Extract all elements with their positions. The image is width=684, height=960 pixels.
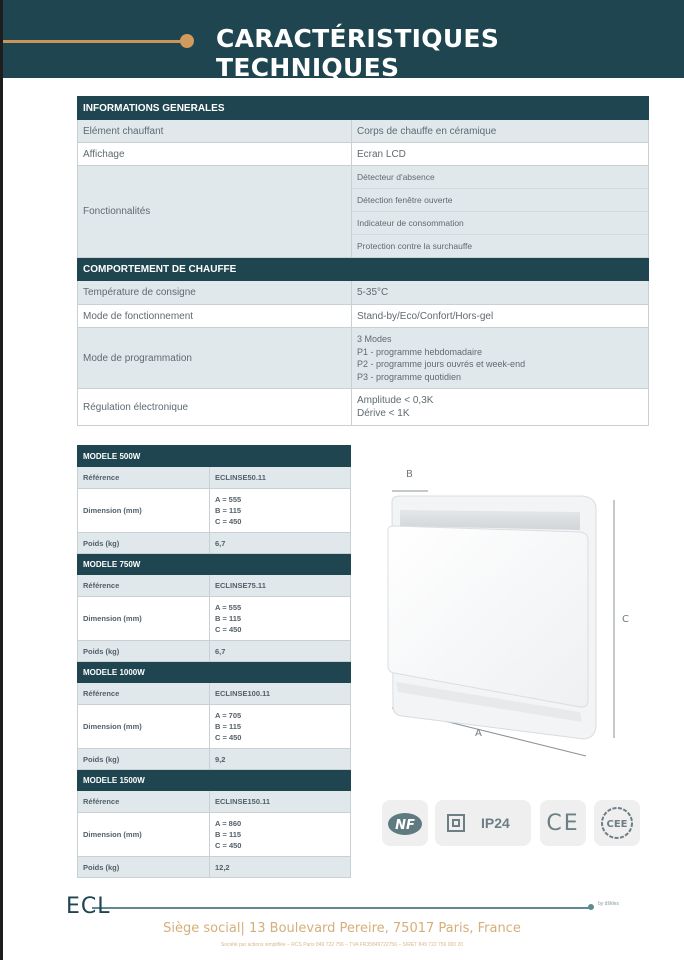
model-title: MODELE 1000W bbox=[78, 662, 351, 683]
legal-mentions: Société par actions simplifiée – RCS Paris 849 722 756 – TVA FR35849722756 – SIRET 849 722 756 000 20 bbox=[220, 942, 464, 948]
row-label: Dimension (mm) bbox=[78, 489, 210, 533]
row-label: Poids (kg) bbox=[78, 749, 210, 770]
table-row bbox=[78, 305, 649, 328]
programming-line: 3 Modes bbox=[357, 334, 392, 344]
features-list bbox=[352, 166, 649, 258]
dimension-b: B = 115 bbox=[215, 614, 242, 623]
section-title: INFORMATIONS GENERALES bbox=[78, 97, 649, 120]
table-row bbox=[78, 143, 649, 166]
model-row-dimension bbox=[78, 489, 351, 533]
regulation-values bbox=[352, 389, 649, 426]
model-row-dimension bbox=[78, 813, 351, 857]
row-label: Elément chauffant bbox=[78, 120, 352, 143]
model-reference: ECLINSE50.11 bbox=[210, 467, 351, 489]
model-weight: 6,7 bbox=[210, 533, 351, 554]
dimension-a: A = 555 bbox=[215, 603, 242, 612]
row-value: Ecran LCD bbox=[352, 143, 649, 166]
model-row-weight bbox=[78, 533, 351, 554]
models-table bbox=[77, 445, 351, 878]
model-dimensions bbox=[210, 813, 351, 857]
model-row-weight bbox=[78, 641, 351, 662]
double-insulation-icon bbox=[447, 814, 465, 832]
section-title: COMPORTEMENT DE CHAUFFE bbox=[78, 258, 649, 281]
table-row bbox=[78, 281, 649, 305]
dimension-a: A = 705 bbox=[215, 711, 242, 720]
feature-item: Protection contre la surchauffe bbox=[357, 241, 473, 251]
model-row-weight bbox=[78, 749, 351, 770]
feature-item: Détecteur d'absence bbox=[352, 166, 648, 189]
programming-line: P3 - programme quotidien bbox=[357, 371, 462, 382]
page-title: CARACTÉRISTIQUES TECHNIQUES bbox=[216, 24, 500, 82]
model-reference: ECLINSE100.11 bbox=[210, 683, 351, 705]
ce-certification-badge bbox=[540, 800, 586, 846]
page-edge bbox=[0, 0, 3, 960]
section-header-heating bbox=[78, 258, 649, 281]
dimension-a: A = 860 bbox=[215, 819, 242, 828]
row-label: Fonctionnalités bbox=[78, 166, 352, 258]
table-row bbox=[78, 120, 649, 143]
dimension-label-a: A bbox=[475, 728, 482, 739]
cee-seal-icon bbox=[599, 805, 635, 841]
programming-line: P1 - programme hebdomadaire bbox=[357, 346, 483, 357]
row-label: Référence bbox=[78, 575, 210, 597]
model-weight: 12,2 bbox=[210, 857, 351, 878]
dimension-c: C = 450 bbox=[215, 841, 242, 850]
row-label: Mode de programmation bbox=[78, 328, 352, 389]
dimension-a: A = 555 bbox=[215, 495, 242, 504]
row-label: Mode de fonctionnement bbox=[78, 305, 352, 328]
row-label: Référence bbox=[78, 467, 210, 489]
model-title: MODELE 500W bbox=[78, 446, 351, 467]
table-row-programming bbox=[78, 328, 649, 389]
dimension-b: B = 115 bbox=[215, 506, 242, 515]
dimension-c: C = 450 bbox=[215, 517, 242, 526]
model-row-dimension bbox=[78, 705, 351, 749]
model-row-reference bbox=[78, 791, 351, 813]
header-accent-line bbox=[0, 40, 186, 43]
dimension-c: C = 450 bbox=[215, 733, 242, 742]
ip24-class2-badge bbox=[435, 800, 531, 846]
ce-mark-icon: CE bbox=[546, 810, 580, 836]
programming-list bbox=[352, 328, 649, 389]
model-reference: ECLINSE150.11 bbox=[210, 791, 351, 813]
model-dimensions bbox=[210, 705, 351, 749]
nf-certification-badge bbox=[382, 800, 428, 846]
row-label: Dimension (mm) bbox=[78, 705, 210, 749]
row-label: Dimension (mm) bbox=[78, 813, 210, 857]
dimension-label-c: C bbox=[622, 614, 629, 625]
model-header bbox=[78, 554, 351, 575]
row-label: Référence bbox=[78, 791, 210, 813]
model-weight: 6,7 bbox=[210, 641, 351, 662]
dimension-c: C = 450 bbox=[215, 625, 242, 634]
model-row-reference bbox=[78, 575, 351, 597]
row-label: Poids (kg) bbox=[78, 641, 210, 662]
model-header bbox=[78, 446, 351, 467]
head-office-address: Siège social| 13 Boulevard Pereire, 75017 Paris, France bbox=[163, 921, 521, 936]
brand-signature: by dškles bbox=[598, 901, 619, 907]
row-label: Poids (kg) bbox=[78, 857, 210, 878]
radiator-illustration bbox=[370, 460, 650, 770]
footer-divider-dot bbox=[588, 904, 594, 910]
table-row-features bbox=[78, 166, 649, 258]
regulation-line: Amplitude < 0,3K bbox=[357, 395, 434, 406]
dimension-b: B = 115 bbox=[215, 722, 242, 731]
model-row-dimension bbox=[78, 597, 351, 641]
model-title: MODELE 1500W bbox=[78, 770, 351, 791]
row-value: Corps de chauffe en céramique bbox=[352, 120, 649, 143]
model-header bbox=[78, 770, 351, 791]
model-title: MODELE 750W bbox=[78, 554, 351, 575]
row-value: 5-35°C bbox=[352, 281, 649, 305]
row-label: Poids (kg) bbox=[78, 533, 210, 554]
footer-divider bbox=[92, 907, 592, 909]
feature-item: Indicateur de consommation bbox=[352, 212, 648, 235]
dimension-label-b: B bbox=[406, 469, 413, 480]
model-dimensions bbox=[210, 597, 351, 641]
cee-certification-badge bbox=[594, 800, 640, 846]
row-label: Dimension (mm) bbox=[78, 597, 210, 641]
page-header bbox=[0, 0, 684, 82]
regulation-line: Dérive < 1K bbox=[357, 408, 410, 419]
header-accent-dot bbox=[180, 34, 194, 48]
model-header bbox=[78, 662, 351, 683]
row-label: Affichage bbox=[78, 143, 352, 166]
section-header-general bbox=[78, 97, 649, 120]
row-label: Référence bbox=[78, 683, 210, 705]
model-row-weight bbox=[78, 857, 351, 878]
specifications-table bbox=[77, 96, 649, 426]
row-label: Régulation électronique bbox=[78, 389, 352, 426]
model-reference: ECLINSE75.11 bbox=[210, 575, 351, 597]
table-row-regulation bbox=[78, 389, 649, 426]
nf-logo-icon bbox=[386, 809, 424, 837]
model-dimensions bbox=[210, 489, 351, 533]
svg-text:NF: NF bbox=[395, 818, 415, 833]
model-row-reference bbox=[78, 683, 351, 705]
programming-line: P2 - programme jours ouvrés et week-end bbox=[357, 359, 526, 369]
feature-item: Détection fenêtre ouverte bbox=[352, 189, 648, 212]
ecl-logo: ECL bbox=[66, 894, 111, 919]
svg-text:CEE: CEE bbox=[606, 819, 628, 830]
dimension-b: B = 115 bbox=[215, 830, 242, 839]
row-value: Stand-by/Eco/Confort/Hors-gel bbox=[352, 305, 649, 328]
model-row-reference bbox=[78, 467, 351, 489]
radiator-dimension-drawing bbox=[370, 460, 650, 770]
ip-rating: IP24 bbox=[481, 815, 510, 831]
model-weight: 9,2 bbox=[210, 749, 351, 770]
row-label: Température de consigne bbox=[78, 281, 352, 305]
